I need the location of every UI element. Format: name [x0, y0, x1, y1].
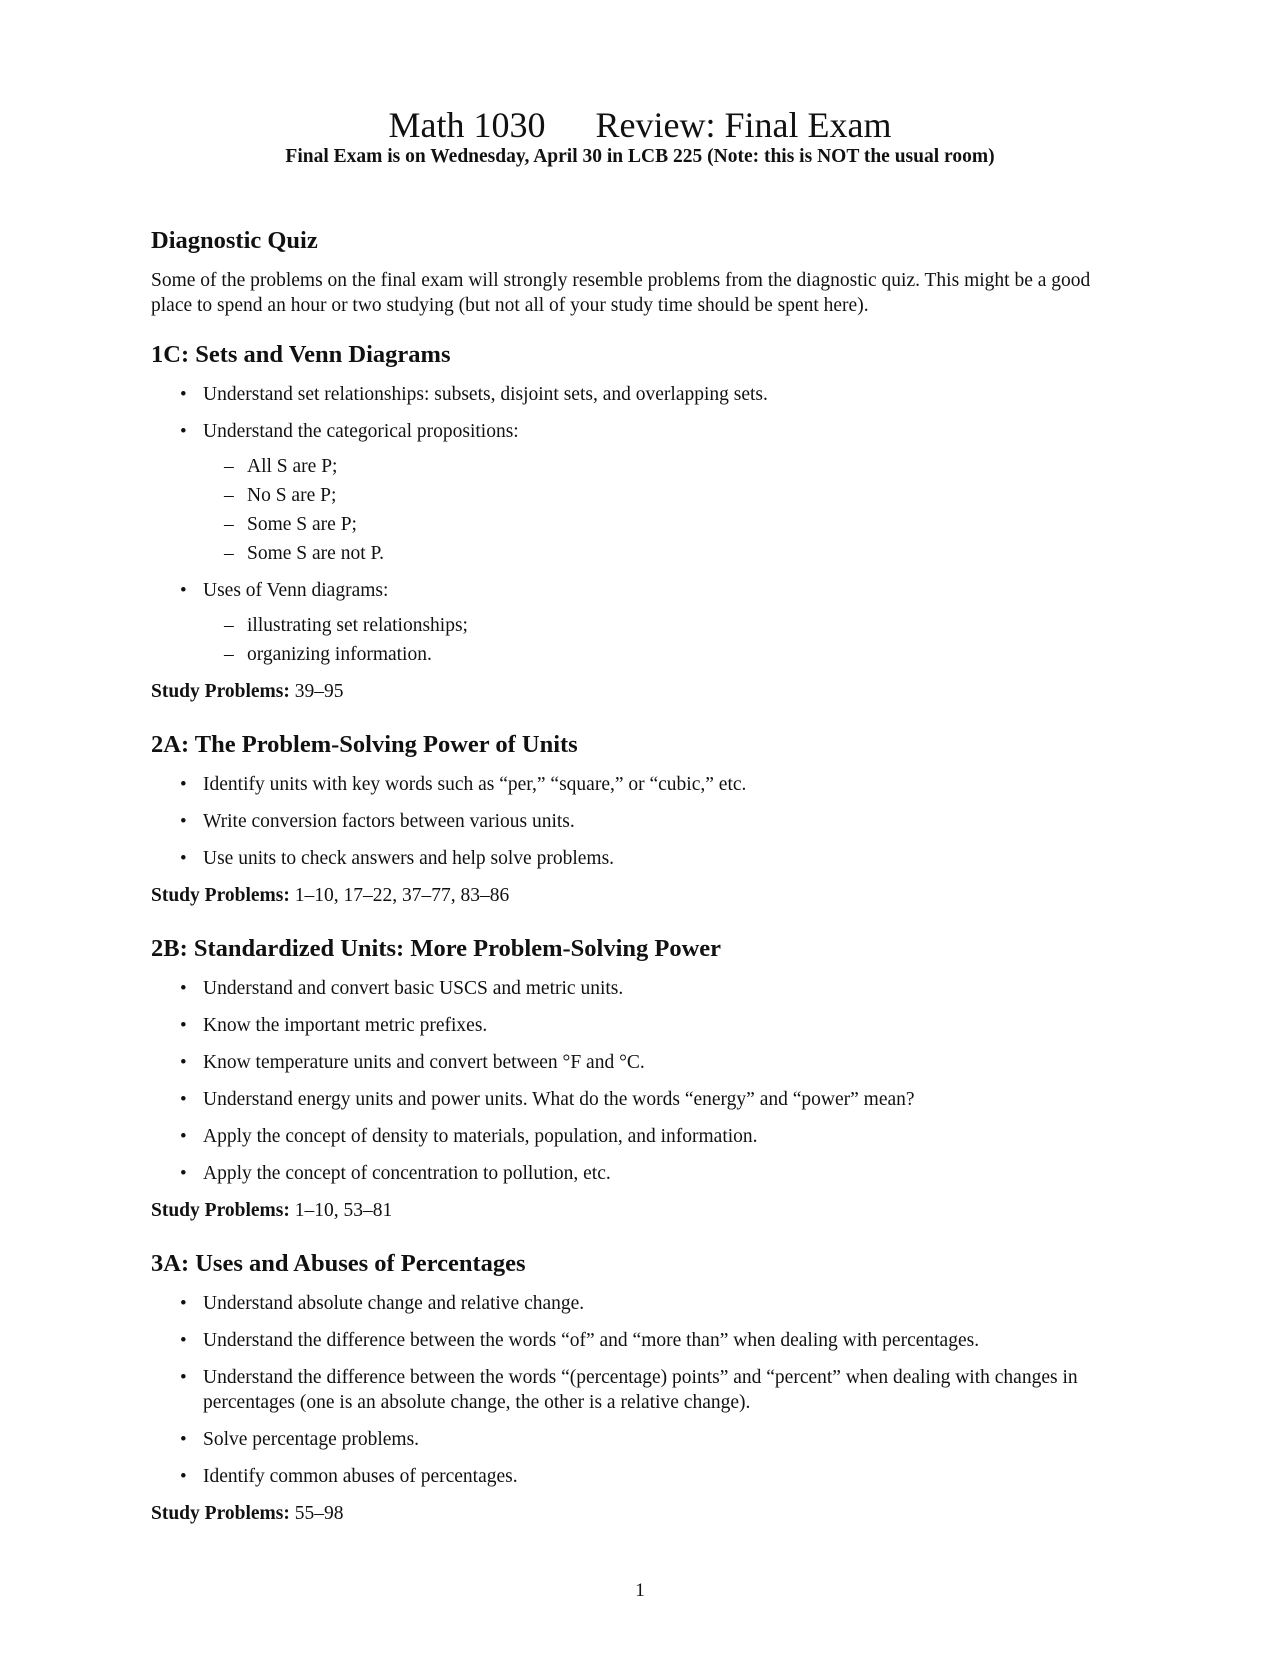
list-item: • Understand set relationships: subsets, disjoint sets, and overlapping sets.	[151, 382, 1131, 407]
list-item: • Use units to check answers and help solve problems.	[151, 846, 1131, 871]
list-item: • Write conversion factors between various units.	[151, 809, 1131, 834]
section-heading: 3A: Uses and Abuses of Percentages	[151, 1250, 526, 1277]
list-item: • Understand the difference between the words “(percentage) points” and “percent” when dealing with changes in percentages (one is an absolute change, the other is a relative change).	[151, 1365, 1131, 1415]
section-heading: Diagnostic Quiz	[151, 227, 318, 254]
section-diagnostic	[151, 226, 1131, 318]
study-problems	[151, 1198, 1131, 1223]
sub-list-item: – Some S are not P.	[151, 541, 1079, 566]
sub-list-item: – No S are P;	[151, 483, 1079, 508]
sub-list	[203, 613, 1131, 667]
section-2b	[151, 934, 1131, 1223]
exam-info: Final Exam is on Wednesday, April 30 in LCB 225 (Note: this is NOT the usual room)	[285, 146, 995, 167]
section-3a	[151, 1249, 1131, 1526]
document-body	[151, 226, 1131, 1552]
section-heading: 2A: The Problem-Solving Power of Units	[151, 731, 578, 758]
list-item-text: Understand the categorical propositions:	[203, 421, 519, 442]
list-item: • Identify common abuses of percentages.	[151, 1464, 1131, 1489]
list-item: • Understand absolute change and relative change.	[151, 1291, 1131, 1316]
list-item	[151, 578, 1131, 667]
list-item: • Know the important metric prefixes.	[151, 1013, 1131, 1038]
list-item-text: Uses of Venn diagrams:	[203, 580, 389, 601]
list-item	[151, 419, 1131, 566]
section-heading: 2B: Standardized Units: More Problem-Solving Power	[151, 935, 722, 962]
list-item: • Apply the concept of density to materials, population, and information.	[151, 1124, 1131, 1149]
bullet-list	[151, 772, 1131, 871]
list-item: • Apply the concept of concentration to pollution, etc.	[151, 1161, 1131, 1186]
section-heading: 1C: Sets and Venn Diagrams	[151, 341, 451, 368]
study-problems	[151, 679, 1131, 704]
bullet-list	[151, 382, 1131, 667]
section-2a	[151, 730, 1131, 908]
section-text: Some of the problems on the final exam will strongly resemble problems from the diagnostic quiz. This might be a good place to spend an hour or two studying (but not all of your study time should be spent here).	[151, 270, 1091, 316]
study-range: 55–98	[294, 1503, 344, 1524]
section-1c	[151, 340, 1131, 704]
study-label: Study Problems:	[151, 1200, 290, 1221]
study-range: 1–10, 53–81	[294, 1200, 393, 1221]
document-title	[0, 104, 1280, 146]
study-problems	[151, 1501, 1131, 1526]
sub-list-item: – illustrating set relationships;	[151, 613, 1079, 638]
list-item: • Identify units with key words such as “per,” “square,” or “cubic,” etc.	[151, 772, 1131, 797]
bullet-list	[151, 1291, 1131, 1489]
study-range: 1–10, 17–22, 37–77, 83–86	[294, 885, 510, 906]
list-item: • Understand the difference between the words “of” and “more than” when dealing with percentages.	[151, 1328, 1131, 1353]
study-problems	[151, 883, 1131, 908]
sub-list	[203, 454, 1131, 566]
sub-list-item: – organizing information.	[151, 642, 1079, 667]
sub-list-item: – All S are P;	[151, 454, 1079, 479]
list-item: • Know temperature units and convert between °F and °C.	[151, 1050, 1131, 1075]
course-name: Math 1030	[388, 105, 546, 145]
study-label: Study Problems:	[151, 681, 290, 702]
page-number: 1	[635, 1580, 645, 1601]
list-item: • Solve percentage problems.	[151, 1427, 1131, 1452]
review-name: Review: Final Exam	[595, 105, 892, 145]
list-item: • Understand and convert basic USCS and metric units.	[151, 976, 1131, 1001]
study-label: Study Problems:	[151, 1503, 290, 1524]
sub-list-item: – Some S are P;	[151, 512, 1079, 537]
study-range: 39–95	[294, 681, 344, 702]
list-item: • Understand energy units and power units. What do the words “energy” and “power” mean?	[151, 1087, 1131, 1112]
bullet-list	[151, 976, 1131, 1186]
study-label: Study Problems:	[151, 885, 290, 906]
